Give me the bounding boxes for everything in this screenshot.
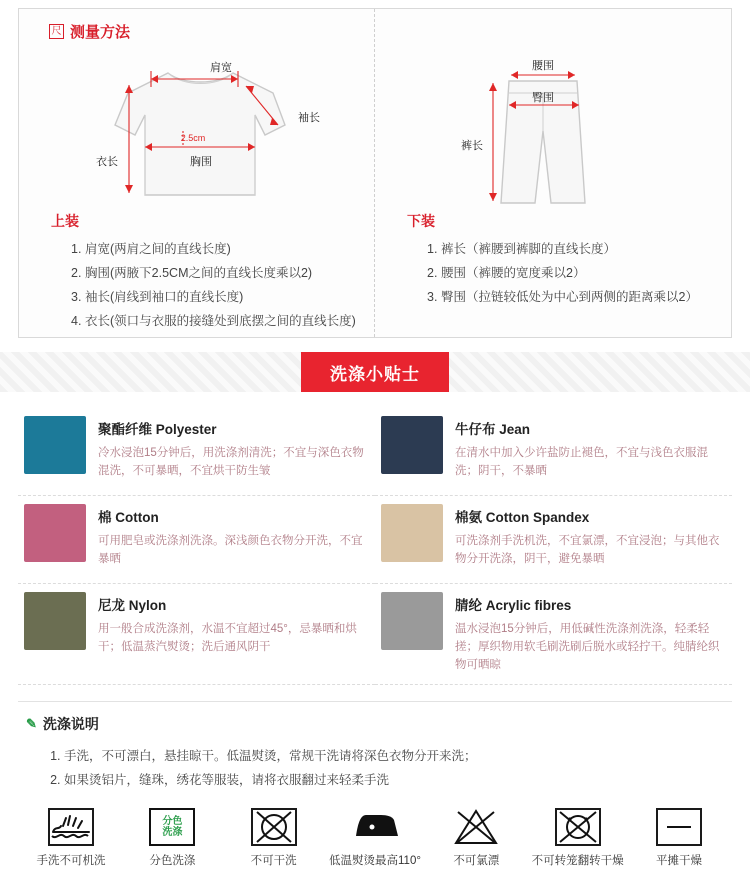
care-symbol-label: 手洗不可机洗 (36, 855, 106, 867)
bottom-garment-heading: 下装 (407, 213, 435, 229)
fabric-name: 棉 Cotton (98, 510, 159, 525)
fabric-name: 腈纶 Acrylic fibres (455, 598, 572, 613)
washing-tips-header (0, 352, 750, 392)
care-symbol (630, 808, 728, 869)
list-item: 2. 如果烫铝片，缝珠，绣花等服装，请将衣服翻过来轻柔手洗 (64, 768, 732, 792)
fabric-name: 牛仔布 Jean (455, 422, 531, 437)
fabric-item (18, 584, 375, 685)
fabric-swatch (24, 592, 86, 650)
svg-text:臀围: 臀围 (532, 92, 554, 104)
fabric-item (18, 408, 375, 496)
tshirt-diagram (33, 53, 360, 203)
fabric-swatch (24, 416, 86, 474)
list-item: 1. 手洗，不可漂白，悬挂晾干。低温熨烫，常规干洗请将深色衣物分开来洗； (64, 744, 732, 768)
color-separate-icon: 分色 洗涤 (149, 808, 195, 846)
bottom-garment-section (375, 9, 731, 337)
measurement-title-label: 测量方法 (70, 24, 131, 41)
svg-text:肩宽: 肩宽 (210, 62, 232, 74)
no-dry-clean-icon (251, 808, 297, 846)
instructions-list (18, 744, 732, 792)
fabric-item (375, 408, 732, 496)
care-symbol (225, 808, 323, 869)
iron-low-icon (352, 808, 398, 846)
care-symbol-label: 分色洗涤 (149, 855, 196, 867)
pants-diagram (389, 53, 717, 203)
fabric-list (18, 408, 732, 685)
fabric-desc: 用一般合成洗涤剂，水温不宜超过45°，忌暴晒和烘干；低温蒸汽熨烫；洗后通风阴干 (98, 623, 357, 653)
pencil-icon: ✎ (26, 716, 37, 731)
fabric-desc: 温水浸泡15分钟后，用低碱性洗涤剂洗涤，轻柔轻搓；厚织物用软毛刷洗刷后脱水或轻拧干。纯腈纶织物可晒晾 (455, 623, 720, 671)
fabric-item (375, 496, 732, 584)
care-symbols (22, 808, 728, 869)
top-garment-spec-list (33, 237, 360, 333)
svg-text:袖长: 袖长 (298, 112, 320, 124)
instructions-title (26, 714, 732, 734)
list-item: 2. 胸围(两腋下2.5CM之间的直线长度乘以2) (71, 266, 313, 280)
top-garment-heading: 上装 (51, 213, 79, 229)
svg-text:2.5cm: 2.5cm (180, 133, 206, 143)
bottom-garment-spec-list (389, 237, 717, 309)
measurement-panel (18, 8, 732, 338)
washing-instructions (18, 701, 732, 792)
list-item: 1. 肩宽(两肩之间的直线长度) (71, 242, 231, 256)
list-item: 2. 腰围（裤腰的宽度乘以2） (427, 266, 586, 280)
svg-text:衣长: 衣长 (96, 156, 118, 168)
fabric-desc: 可洗涤剂手洗机洗，不宜氯漂，不宜浸泡；与其他衣物分开洗涤，阴干，避免暴晒 (455, 535, 720, 565)
no-bleach-icon (453, 808, 499, 846)
list-item: 3. 袖长(肩线到袖口的直线长度) (71, 290, 244, 304)
care-symbol (326, 808, 424, 869)
svg-text:裤长: 裤长 (461, 140, 483, 152)
care-symbol (22, 808, 120, 869)
list-item: 4. 衣长(领口与衣服的接缝处到底摆之间的直线长度) (71, 314, 356, 328)
care-symbol-label: 不可氯漂 (453, 855, 500, 867)
svg-text:腰围: 腰围 (532, 60, 554, 72)
care-symbol-label: 平摊干燥 (655, 855, 702, 867)
instructions-title-label: 洗涤说明 (42, 716, 99, 732)
fabric-desc: 在清水中加入少许盐防止褪色，不宜与浅色衣服混洗；阴干，不暴晒 (455, 447, 708, 477)
list-item: 1. 裤长（裤腰到裤脚的直线长度） (427, 242, 617, 256)
flat-dry-icon (656, 808, 702, 846)
care-symbol (123, 808, 221, 869)
top-garment-section (19, 9, 375, 337)
no-tumble-dry-icon (555, 808, 601, 846)
hand-wash-icon (48, 808, 94, 846)
washing-tips-label: 洗涤小贴士 (301, 352, 449, 392)
fabric-desc: 可用肥皂或洗涤剂洗涤。深浅颜色衣物分开洗，不宜暴晒 (98, 535, 363, 565)
fabric-swatch (381, 592, 443, 650)
care-symbol-label: 低温熨烫最高110° (329, 855, 421, 867)
care-symbol-label: 不可转笼翻转干燥 (531, 855, 624, 867)
care-symbol (427, 808, 525, 869)
fabric-name: 尼龙 Nylon (98, 598, 167, 613)
fabric-swatch (381, 416, 443, 474)
fabric-item (18, 496, 375, 584)
care-symbol-label: 不可干洗 (250, 855, 297, 867)
fabric-desc: 冷水浸泡15分钟后，用洗涤剂清洗；不宜与深色衣物混洗，不可暴晒，不宜烘干防生皱 (98, 447, 364, 477)
fabric-name: 聚酯纤维 Polyester (98, 422, 217, 437)
measure-icon: 尺 (49, 24, 64, 39)
fabric-swatch (24, 504, 86, 562)
svg-text:胸围: 胸围 (190, 156, 212, 168)
fabric-name: 棉氨 Cotton Spandex (455, 510, 590, 525)
list-item: 3. 臀围（拉链较低处为中心到两侧的距离乘以2） (427, 290, 698, 304)
fabric-swatch (381, 504, 443, 562)
care-symbol (529, 808, 627, 869)
fabric-item (375, 584, 732, 685)
